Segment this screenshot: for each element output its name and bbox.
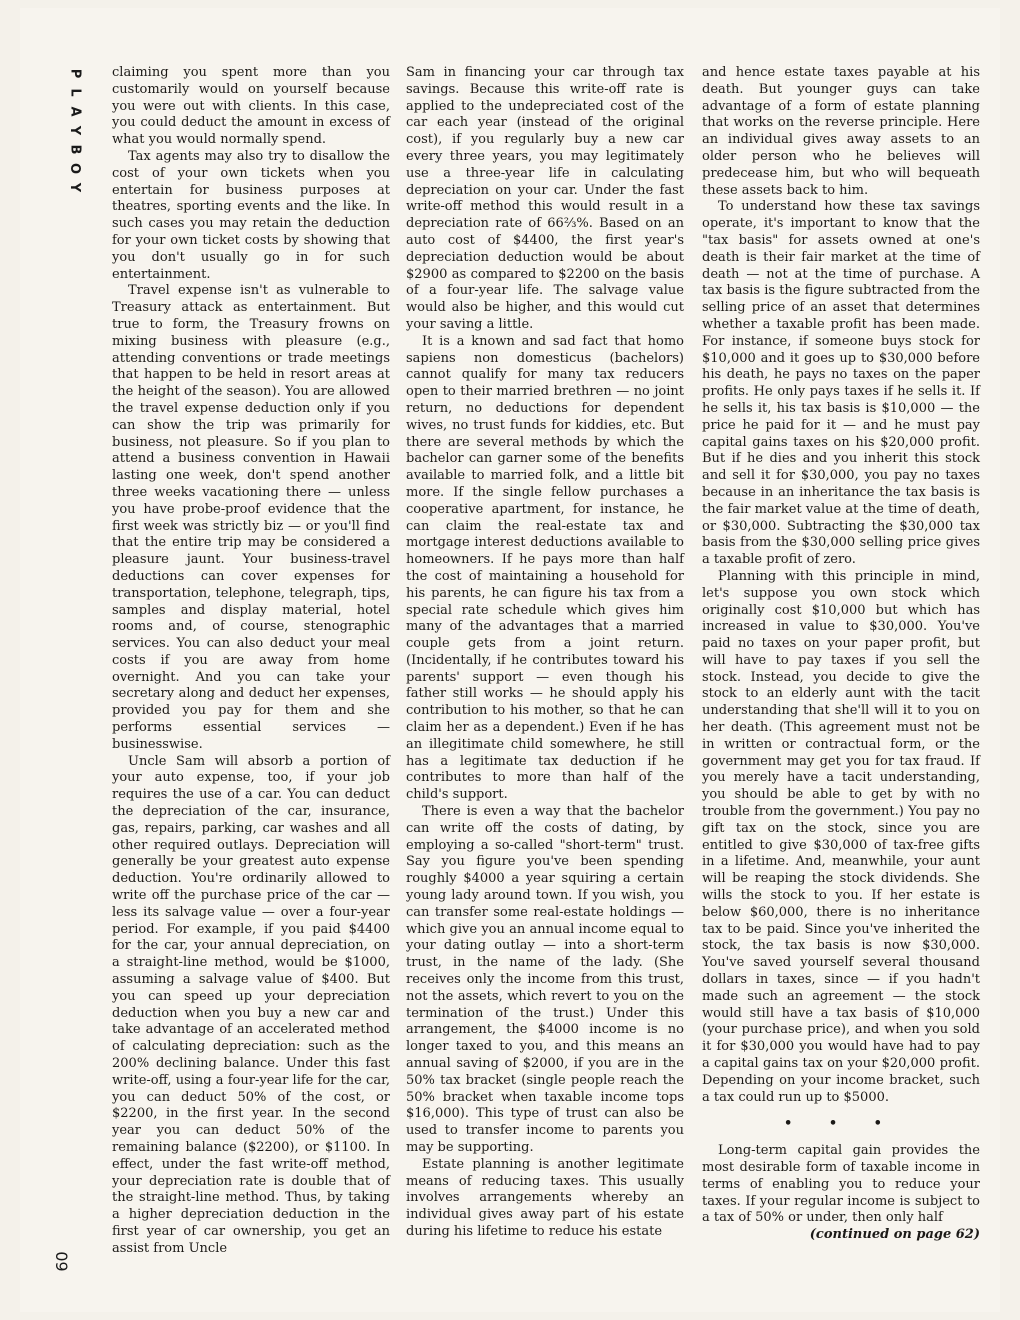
paragraph: Tax agents may also try to disallow the cost of your own tickets when you entertain for business purposes at theatres, sporting events and the like. In such cases you may retain the deduction for your own ticket costs by showing that you don't usually go in for such entertainment. xyxy=(112,148,390,282)
section-separator: • • • xyxy=(784,1116,898,1132)
paragraph: Sam in financing your car through tax savings. Because this write-off rate is applied to the undepreciated cost of the car each year (instead of the original cost), if you regularly buy a new car every three years, you may legitimately use a three-year life in calculating depreciation on your car. Under the fast write-off method this would result in a depreciation rate of 66⅔%. Based on an auto cost of $4400, the first year's depreciation deduction would be about $2900 as compared to $2200 on the basis of a four-year life. The salvage value would also be higher, and this would cut your saving a little. xyxy=(406,65,684,332)
text-column-2 xyxy=(406,65,684,1241)
masthead-letter: Y xyxy=(67,125,83,136)
text-column-1 xyxy=(112,65,390,1258)
page-number: 60 xyxy=(52,1251,72,1272)
paragraph: Travel expense isn't as vulnerable to Treasury attack as entertainment. But true to form, the Treasury frowns on mixing business with pleasure (e.g., attending conventions or trade meetings that happen to be held in resort areas at the height of the season). You are allowed the travel expense deduction only if you can show the trip was primarily for business, not pleasure. So if you plan to attend a business convention in Hawaii lasting one week, don't spend another three weeks vacationing there — unless you have probe-proof evidence that the first week was strictly biz — or you'll find that the entire trip may be considered a pleasure jaunt. Your business-travel deductions can cover expenses for transportation, telephone, telegraph, tips, samples and display material, hotel rooms and, of course, stenographic services. You can also deduct your meal costs if you are away from home overnight. And you can take your secretary along and deduct her expenses, provided you pay for them and she performs essential services — businesswise. xyxy=(112,283,390,752)
masthead-letter: Y xyxy=(67,182,83,193)
paragraph: To understand how these tax savings operate, it's important to know that the "tax basis" for assets owned at one's death is their fair market at the time of death — not at the time of purchase. A tax basis is the figure subtracted from the selling price of an asset that determines whether a taxable profit has been made. For instance, if someone buys stock for $10,000 and it goes up to $30,000 before his death, he pays no taxes on the paper profits. He only pays taxes if he sells it. If he sells it, his tax basis is $10,000 — the price he paid for it — and he must pay capital gains taxes on his $20,000 profit. But if he dies and you inherit this stock and sell it for $30,000, you pay no taxes because in an inheritance the tax basis is the fair market value at the time of death, or $30,000. Subtracting the $30,000 tax basis from the $30,000 selling price gives a taxable profit of zero. xyxy=(702,199,980,568)
paragraph: It is a known and sad fact that homo sapiens non domesticus (bachelors) cannot qualify for many tax reducers open to their married brethren — no joint return, no deductions for dependent wives, no trust funds for kiddies, etc. But there are several methods by which the bachelor can garner some of the benefits available to married folk, and a little bit more. If the single fellow purchases a cooperative apartment, for instance, he can claim the real-estate tax and mortgage interest deductions available to homeowners. If he pays more than half the cost of maintaining a household for his parents, he can figure his tax from a special rate schedule which gives him many of the advantages that a married couple gets from a joint return. (Incidentally, if he contributes toward his parents' support — even though his father still works — he should apply his contribution to his mother, so that he can claim her as a dependent.) Even if he has an illegitimate child somewhere, he still has a legitimate tax deduction if he contributes to more than half of the child's support. xyxy=(406,333,684,803)
masthead-letter: B xyxy=(67,144,83,155)
masthead-letter: P xyxy=(67,68,83,79)
masthead-letter: L xyxy=(67,88,83,97)
paragraph: Long-term capital gain provides the most desirable form of taxable income in terms of enabling you to reduce your taxes. If your regular income is subject to a tax of 50% or under, then only half xyxy=(702,1143,980,1226)
paragraph: claiming you spent more than you customarily would on yourself because you were out with clients. In this case, you could deduct the amount in excess of what you would normally spend. xyxy=(112,65,390,148)
text-column-3 xyxy=(702,65,980,1244)
magazine-masthead xyxy=(60,64,90,197)
paragraph: Uncle Sam will absorb a portion of your auto expense, too, if your job requires the use of a car. You can deduct the depreciation of the car, insurance, gas, repairs, parking, car washes and all other required outlays. Depreciation will generally be your greatest auto expense deduction. You're ordinarily allowed to write off the purchase price of the car — less its salvage value — over a four-year period. For example, if you paid $4400 for the car, your annual depreciation, on a straight-line method, would be $1000, assuming a salvage value of $400. But you can speed up your depreciation deduction when you buy a new car and take advantage of an accelerated method of calculating depreciation: such as the 200% declining balance. Under this fast write-off, using a four-year life for the car, you can deduct 50% of the cost, or $2200, in the first year. In the second year you can deduct 50% of the remaining balance ($2200), or $1100. In effect, under the fast write-off method, your depreciation rate is double that of the straight-line method. Thus, by taking a higher depreciation deduction in the first year of car ownership, you get an assist from Uncle xyxy=(112,753,390,1256)
paragraph: Planning with this principle in mind, let's suppose you own stock which originally cost $10,000 but which has increased in value to $30,000. You've paid no taxes on your paper profit, but will have to pay taxes if you sell the stock. Instead, you decide to give the stock to an elderly aunt with the tacit understanding that she'll will it to you on her death. (This agreement must not be in written or contractual form, or the government may get you for tax fraud. If you merely have a tacit understanding, you should be able to get by with no trouble from the government.) You pay no gift tax on the stock, since you are entitled to give $30,000 of tax-free gifts in a lifetime. And, meanwhile, your aunt will be reaping the stock dividends. She wills the stock to you. If her estate is below $60,000, there is no inheritance tax to be paid. Since you've inherited the stock, the tax basis is now $30,000. You've saved yourself several thousand dollars in taxes, since — if you hadn't made such an agreement — the stock would still have a tax basis of $10,000 (your purchase price), and when you sold it for $30,000 you would have had to pay a capital gains tax on your $20,000 profit. Depending on your income bracket, such a tax could run up to $5000. xyxy=(702,568,980,1105)
magazine-page xyxy=(20,8,1000,1312)
continued-note: (continued on page 62) xyxy=(809,1227,980,1243)
paragraph: Estate planning is another legitimate means of reducing taxes. This usually involves arrangements whereby an individual gives away part of his estate during his lifetime to reduce his estate xyxy=(406,1156,684,1239)
masthead-letter: O xyxy=(67,162,83,175)
paragraph: There is even a way that the bachelor can write off the costs of dating, by employing a so-called "short-term" trust. Say you figure you've been spending roughly $4000 a year squiring a certain young lady around town. If you wish, you can transfer some real-estate holdings — which give you an annual income equal to your dating outlay — into a short-term trust, in the name of the lady. (She receives only the income from this trust, not the assets, which revert to you on the termination of the trust.) Under this arrangement, the $4000 income is no longer taxed to you, and this means an annual saving of $2000, if you are in the 50% tax bracket (single people reach the 50% bracket when taxable income tops $16,000). This type of trust can also be used to transfer income to parents you may be supporting. xyxy=(406,804,684,1155)
masthead-letter: A xyxy=(67,106,83,117)
paragraph: and hence estate taxes payable at his death. But younger guys can take advantage of a form of estate planning that works on the reverse principle. Here an individual gives away assets to an older person who he believes will predecease him, but who will bequeath these assets back to him. xyxy=(702,65,980,198)
